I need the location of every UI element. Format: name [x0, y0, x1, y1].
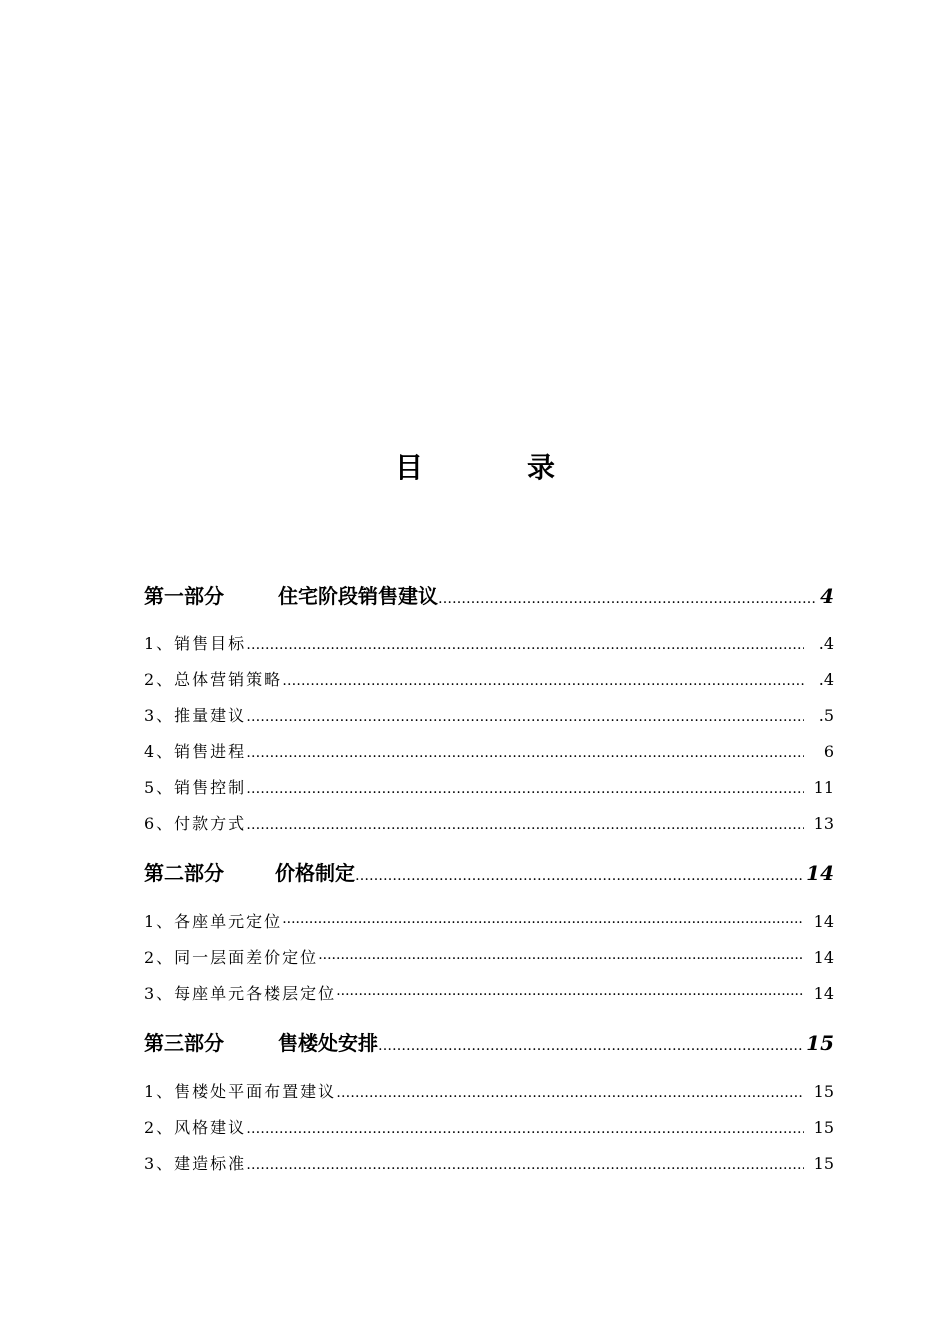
item-page: .5 — [818, 706, 834, 725]
item-page: 15 — [813, 1118, 834, 1137]
item-page: 14 — [813, 984, 834, 1003]
dot-leader — [246, 1153, 804, 1177]
item-label: 1、销售目标 — [144, 634, 247, 653]
toc-item[interactable] — [144, 1116, 834, 1141]
part-number: 第三部分 — [144, 1031, 224, 1055]
item-page: 6 — [823, 742, 834, 761]
toc-part-3[interactable] — [144, 1029, 834, 1060]
item-page: 13 — [813, 814, 834, 833]
dot-leader — [355, 862, 802, 890]
dot-leader — [246, 777, 804, 801]
item-label: 3、每座单元各楼层定位 — [144, 984, 337, 1003]
part-name: 价格制定 — [275, 861, 355, 885]
part-number: 第二部分 — [144, 861, 224, 885]
dot-leader — [438, 585, 816, 613]
toc-item[interactable] — [144, 910, 834, 935]
part-page: 15 — [806, 1031, 834, 1055]
toc-item[interactable] — [144, 812, 834, 837]
part-page: 14 — [806, 861, 834, 885]
toc-item[interactable] — [144, 668, 834, 693]
toc-title-left: 目 — [394, 451, 423, 484]
toc-item[interactable] — [144, 704, 834, 729]
item-label: 6、付款方式 — [144, 814, 247, 833]
item-page: .4 — [818, 634, 834, 653]
dot-leader — [246, 633, 804, 657]
toc-item[interactable] — [144, 1152, 834, 1177]
part-name: 住宅阶段销售建议 — [278, 584, 438, 608]
part-number: 第一部分 — [144, 584, 224, 608]
toc-item[interactable] — [144, 1080, 834, 1105]
toc-part-1[interactable] — [144, 582, 834, 613]
part-page: 4 — [820, 584, 834, 608]
item-label: 1、各座单元定位 — [144, 912, 283, 931]
toc-item[interactable] — [144, 776, 834, 801]
item-label: 3、建造标准 — [144, 1154, 247, 1173]
dot-leader — [246, 813, 804, 837]
item-label: 4、销售进程 — [144, 742, 247, 761]
toc-item[interactable] — [144, 982, 834, 1007]
dot-leader — [378, 1032, 802, 1060]
dot-leader — [318, 947, 804, 971]
toc-title — [0, 448, 950, 488]
item-label: 2、风格建议 — [144, 1118, 247, 1137]
item-page: .4 — [818, 670, 834, 689]
toc-part-2[interactable] — [144, 859, 834, 890]
toc-item[interactable] — [144, 946, 834, 971]
item-label: 3、推量建议 — [144, 706, 247, 725]
item-label: 2、总体营销策略 — [144, 670, 283, 689]
item-page: 15 — [813, 1154, 834, 1173]
item-label: 5、销售控制 — [144, 778, 247, 797]
dot-leader — [336, 1081, 804, 1105]
toc-title-right: 录 — [527, 451, 556, 484]
item-page: 15 — [813, 1082, 834, 1101]
toc-item[interactable] — [144, 740, 834, 765]
item-page: 14 — [813, 948, 834, 967]
dot-leader — [246, 705, 804, 729]
item-label: 2、同一层面差价定位 — [144, 948, 319, 967]
dot-leader — [282, 669, 804, 693]
dot-leader — [282, 911, 804, 935]
item-page: 14 — [813, 912, 834, 931]
dot-leader — [246, 1117, 804, 1141]
dot-leader — [336, 983, 804, 1007]
item-page: 11 — [813, 778, 834, 797]
toc-item[interactable] — [144, 632, 834, 657]
item-label: 1、售楼处平面布置建议 — [144, 1082, 337, 1101]
part-name: 售楼处安排 — [278, 1031, 378, 1055]
dot-leader — [246, 741, 804, 765]
